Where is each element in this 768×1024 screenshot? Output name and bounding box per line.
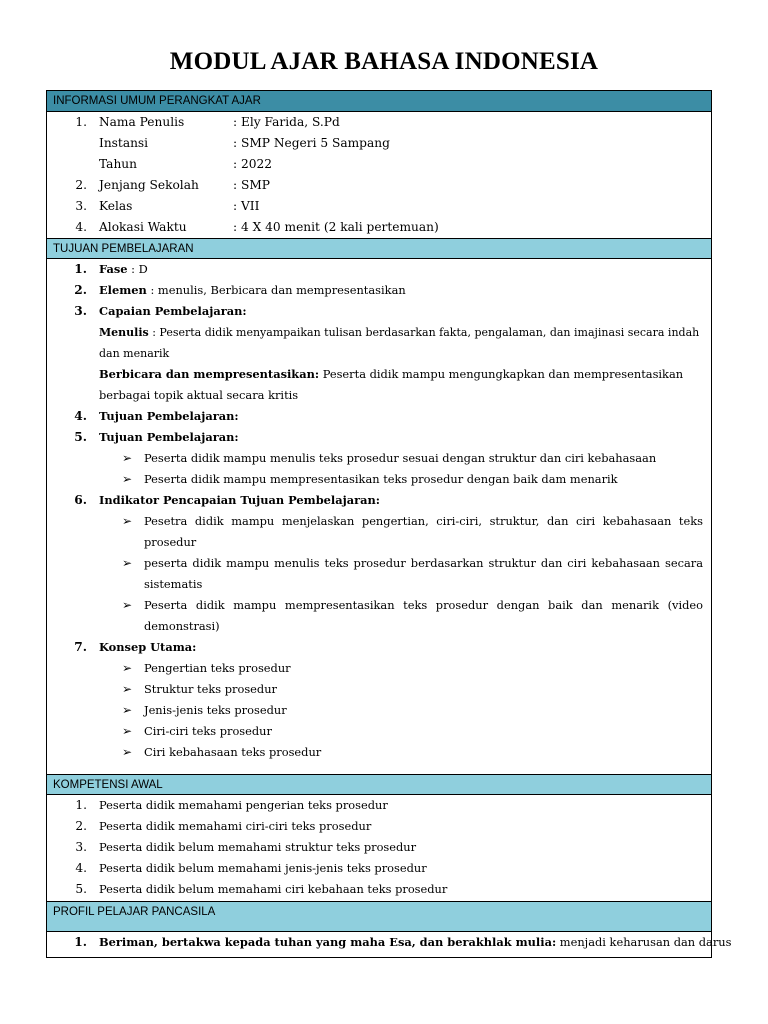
list-item-text: Struktur teks prosedur: [144, 682, 277, 696]
menulis-text-cont: dan menarik: [99, 347, 170, 360]
list-item-text-cont: demonstrasi): [144, 619, 220, 633]
elemen-row: [47, 280, 711, 301]
row-number: 5.: [75, 882, 87, 896]
kompetensi-block: [47, 795, 711, 901]
row-value: : 4 X 40 menit (2 kali pertemuan): [233, 220, 439, 234]
info-row: [47, 175, 711, 196]
list-item-text-cont: prosedur: [144, 535, 197, 549]
row-label: Nama Penulis: [99, 115, 185, 129]
row-number: 1.: [75, 798, 87, 812]
menulis-row: [47, 322, 711, 343]
row-number: 6.: [74, 493, 87, 507]
konsep-row: [47, 637, 711, 658]
arrow-bullet-icon: ➢: [122, 556, 133, 570]
berbicara-row-cont: [47, 385, 711, 406]
list-item-text: Peserta didik mampu menulis teks prosedur sesuai dengan struktur dan ciri kebahasaan: [144, 451, 657, 465]
list-item: [47, 679, 711, 700]
row-number: 1.: [74, 262, 87, 276]
menulis-text: : Peserta didik menyampaikan tulisan berdasarkan fakta, pengalaman, dan imajinasi secara indah: [148, 326, 700, 339]
tujuan-block: [47, 259, 711, 774]
list-item-text: Ciri kebahasaan teks prosedur: [144, 745, 322, 759]
list-item-text: peserta didik mampu menulis teks prosedur berdasarkan struktur dan ciri kebahasaan secara: [144, 556, 703, 570]
konsep-label: Konsep Utama:: [99, 640, 197, 654]
row-label: Kelas: [99, 199, 133, 213]
list-item: [47, 469, 711, 490]
berbicara-text-cont: berbagai topik aktual secara kritis: [99, 388, 299, 402]
row-value: : SMP: [233, 178, 271, 192]
berbicara-text: Peserta didik mampu mengungkapkan dan mempresentasikan: [319, 367, 684, 381]
list-item: [47, 511, 711, 532]
info-row: [47, 217, 711, 238]
list-item: [47, 879, 711, 900]
list-item: [47, 795, 711, 816]
row-number: 2.: [75, 819, 87, 833]
list-item-text: Pesetra didik mampu menjelaskan pengertian, ciri-ciri, struktur, dan ciri kebahasaan teks: [144, 514, 703, 528]
berbicara-row: [47, 364, 711, 385]
list-item: [47, 837, 711, 858]
list-item-text: Peserta didik mampu mempresentasikan teks prosedur dengan baik dan menarik (video: [144, 598, 703, 612]
fase-label: Fase: [99, 262, 128, 276]
list-item: [47, 658, 711, 679]
row-number: 2.: [74, 283, 87, 297]
info-row: [47, 196, 711, 217]
elemen-label: Elemen: [99, 283, 147, 297]
arrow-bullet-icon: ➢: [122, 745, 133, 759]
info-row: [47, 154, 711, 175]
arrow-bullet-icon: ➢: [122, 451, 133, 465]
list-item-text: Peserta didik belum memahami jenis-jenis teks prosedur: [99, 861, 427, 875]
arrow-bullet-icon: ➢: [122, 661, 133, 675]
list-item-text: Peserta didik belum memahami ciri kebahaan teks prosedur: [99, 882, 448, 896]
row-label: Alokasi Waktu: [99, 220, 187, 234]
row-value: : VII: [233, 199, 260, 213]
row-number: 7.: [74, 640, 87, 654]
section-header-kompetensi: KOMPETENSI AWAL: [47, 774, 711, 795]
row-number: 4.: [75, 220, 87, 234]
list-item: [47, 553, 711, 574]
row-number: 4.: [74, 409, 87, 423]
list-item-text: Peserta didik memahami pengerian teks prosedur: [99, 798, 388, 812]
list-item: [47, 858, 711, 879]
row-label: Instansi: [99, 136, 149, 150]
list-item-text: Jenis-jenis teks prosedur: [144, 703, 287, 717]
berbicara-label: Berbicara dan mempresentasikan:: [99, 367, 320, 381]
list-item-cont: [47, 532, 711, 553]
tujuan5-label: Tujuan Pembelajaran:: [99, 430, 239, 444]
section-header-informasi: INFORMASI UMUM PERANGKAT AJAR: [47, 91, 711, 112]
info-row: [47, 112, 711, 133]
list-item: [47, 700, 711, 721]
arrow-bullet-icon: ➢: [122, 598, 133, 612]
list-item: [47, 742, 711, 763]
arrow-bullet-icon: ➢: [122, 472, 133, 486]
row-label: Tahun: [99, 157, 137, 171]
row-label: Jenjang Sekolah: [99, 178, 199, 192]
capaian-row: [47, 301, 711, 322]
list-item-cont: [47, 616, 711, 637]
module-table: [46, 90, 732, 958]
list-item-text-cont: sistematis: [144, 577, 203, 591]
tujuan4-label: Tujuan Pembelajaran:: [99, 409, 239, 423]
arrow-bullet-icon: ➢: [122, 703, 133, 717]
menulis-label: Menulis: [99, 326, 149, 339]
profil-block: [47, 932, 732, 953]
row-value: : Ely Farida, S.Pd: [233, 115, 340, 129]
list-item: [47, 816, 711, 837]
list-item-text: Pengertian teks prosedur: [144, 661, 291, 675]
fase-value: : D: [127, 262, 148, 276]
row-number: 3.: [75, 840, 87, 854]
row-number: 3.: [75, 199, 87, 213]
list-item-cont: [47, 574, 711, 595]
indikator-label: Indikator Pencapaian Tujuan Pembelajaran:: [99, 493, 380, 507]
menulis-row-cont: [47, 343, 711, 364]
row-value: : 2022: [233, 157, 272, 171]
spacer: [47, 763, 711, 774]
tujuan5-row: [47, 427, 711, 448]
list-item: [47, 721, 711, 742]
profil-row: [47, 932, 732, 953]
info-block: [47, 112, 711, 238]
row-number: 2.: [75, 178, 87, 192]
row-value: : SMP Negeri 5 Sampang: [233, 136, 390, 150]
list-item-text: Peserta didik mampu mempresentasikan teks prosedur dengan baik dam menarik: [144, 472, 618, 486]
arrow-bullet-icon: ➢: [122, 514, 133, 528]
row-number: 3.: [74, 304, 87, 318]
indikator-row: [47, 490, 711, 511]
list-item-text: Peserta didik belum memahami struktur teks prosedur: [99, 840, 417, 854]
arrow-bullet-icon: ➢: [122, 682, 133, 696]
section-header-tujuan: TUJUAN PEMBELAJARAN: [47, 238, 711, 259]
row-number: 1.: [75, 115, 87, 129]
profil-item-label: Beriman, bertakwa kepada tuhan yang maha Esa, dan berakhlak mulia:: [99, 935, 557, 949]
list-item: [47, 595, 711, 616]
capaian-label: Capaian Pembelajaran:: [99, 304, 247, 318]
list-item-text: Peserta didik memahami ciri-ciri teks prosedur: [99, 819, 372, 833]
row-number: 4.: [75, 861, 87, 875]
row-number: 5.: [74, 430, 87, 444]
tujuan4-row: [47, 406, 711, 427]
elemen-value: : menulis, Berbicara dan mempresentasikan: [146, 283, 406, 297]
fase-row: [47, 259, 711, 280]
row-number: 1.: [74, 935, 87, 949]
list-item-text: Ciri-ciri teks prosedur: [144, 724, 272, 738]
info-row: [47, 133, 711, 154]
section-header-profil: PROFIL PELAJAR PANCASILA: [47, 901, 711, 932]
page-title: MODUL AJAR BAHASA INDONESIA: [169, 48, 599, 75]
arrow-bullet-icon: ➢: [122, 724, 133, 738]
profil-item-text: menjadi keharusan dan darus: [556, 935, 732, 949]
list-item: [47, 448, 711, 469]
